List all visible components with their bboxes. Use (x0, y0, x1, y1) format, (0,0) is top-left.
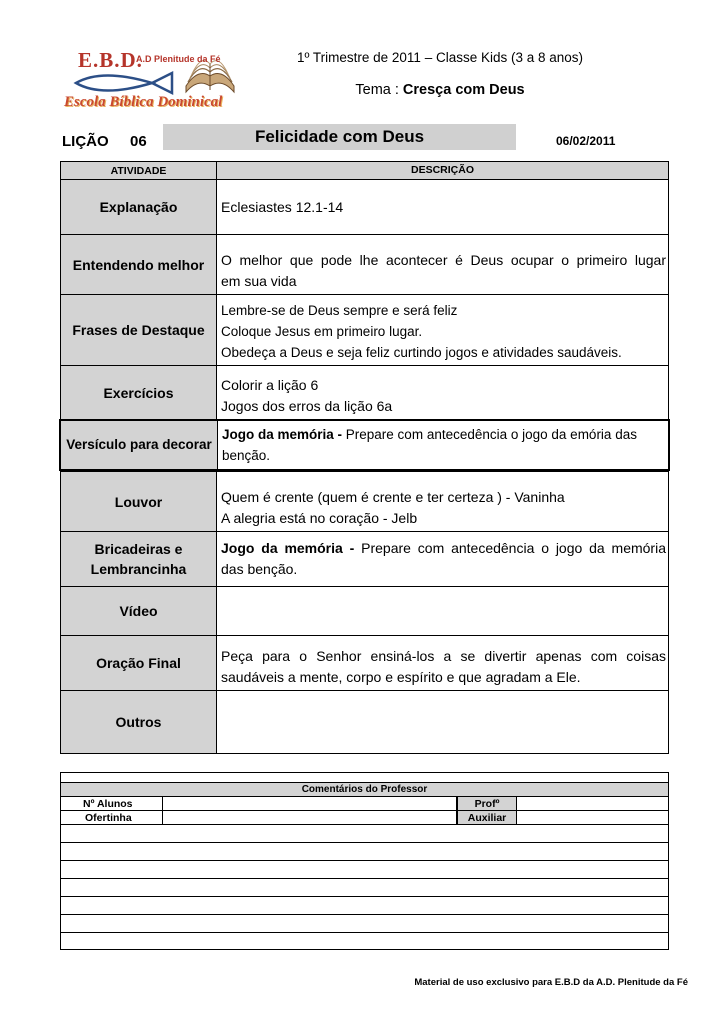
activity-label: Frases de Destaque (61, 295, 217, 365)
description-line: em sua vida (221, 273, 297, 289)
lesson-number: 06 (130, 133, 147, 150)
description-line: Colorir a lição 6 (221, 377, 319, 393)
activity-description (217, 691, 668, 753)
description-line: Coloque Jesus em primeiro lugar. (221, 324, 423, 339)
activity-label: Explanação (61, 180, 217, 234)
footer-note: Material de uso exclusivo para E.B.D da A.D. Plenitude da Fé (414, 977, 688, 988)
activity-description (218, 421, 668, 469)
comment-line[interactable] (60, 932, 669, 950)
activity-description (217, 180, 668, 234)
theme-heading (240, 82, 640, 98)
theme-prefix: Tema : (355, 82, 403, 98)
activity-label: Outros (61, 691, 217, 753)
description-bold: Jogo da memória - (222, 427, 343, 442)
description-line: Quem é crente (quem é crente e ter certeza ) - Vaninha (221, 489, 565, 505)
description-line: Jogos dos erros da lição 6a (221, 398, 393, 414)
offering-row (60, 810, 669, 824)
activity-description (217, 532, 668, 586)
description-line (221, 538, 666, 559)
activity-label-line: Bricadeiras e (94, 541, 183, 557)
activity-description (217, 366, 668, 419)
activity-label: Louvor (61, 472, 217, 531)
fish-icon (72, 70, 182, 96)
description-line: O melhor que pode lhe acontecer é Deus ocupar o primeiro lugar (221, 252, 666, 268)
theme-title: Cresça com Deus (402, 82, 525, 98)
activity-description (217, 295, 668, 365)
activity-label: Entendendo melhor (61, 235, 217, 294)
table-row (60, 294, 669, 365)
ebd-logo (64, 44, 240, 118)
table-header-row (60, 161, 669, 179)
activity-label: Exercícios (61, 366, 217, 419)
offering-label: Ofertinha (61, 811, 163, 824)
comment-line[interactable] (60, 824, 669, 842)
lesson-date: 06/02/2011 (556, 134, 616, 148)
comment-line[interactable] (60, 860, 669, 878)
table-row (60, 471, 669, 531)
table-row (60, 690, 669, 754)
teacher-label: Profº (457, 797, 517, 810)
description-text: Prepare com antecedência o jogo da emória das (342, 427, 637, 442)
activity-label (61, 532, 217, 586)
description-line: das benção. (221, 561, 298, 577)
description-line: Lembre-se de Deus sempre e será feliz (221, 303, 458, 318)
activity-label: Vídeo (61, 587, 217, 635)
activity-label-line: Lembrancinha (90, 561, 187, 577)
comment-line[interactable] (60, 842, 669, 860)
students-field[interactable] (163, 797, 457, 810)
activity-description (217, 587, 668, 635)
table-row (60, 586, 669, 635)
activity-description (217, 235, 668, 294)
description-line: benção. (222, 448, 271, 463)
spacer-row (60, 772, 669, 782)
table-row (60, 531, 669, 586)
table-row (59, 419, 670, 471)
activity-label: Oração Final (61, 636, 217, 690)
students-row (60, 796, 669, 810)
comments-title: Comentários do Professor (60, 782, 669, 796)
table-row (60, 635, 669, 690)
description-line: Obedeça a Deus e seja feliz curtindo jogos e atividades saudáveis. (221, 345, 622, 360)
lesson-label: LIÇÃO (62, 133, 109, 150)
lesson-plan-table (60, 161, 669, 754)
comment-line[interactable] (60, 878, 669, 896)
activity-label: Versículo para decorar (61, 421, 218, 469)
comment-line[interactable] (60, 914, 669, 932)
description-text: Prepare com antecedência o jogo da memória (354, 540, 666, 556)
description-line: saudáveis a mente, corpo e espírito e que agradam a Ele. (221, 669, 581, 685)
column-header-description: DESCRIÇÃO (217, 162, 668, 179)
table-row (60, 179, 669, 234)
trimester-heading: 1º Trimestre de 2011 – Classe Kids (3 a 8 anos) (296, 50, 584, 65)
table-row (60, 234, 669, 294)
offering-field[interactable] (163, 811, 457, 824)
column-header-activity: ATIVIDADE (61, 162, 217, 179)
activity-description (217, 636, 668, 690)
description-line: Eclesiastes 12.1-14 (221, 198, 344, 215)
description-line: A alegria está no coração - Jelb (221, 510, 418, 526)
comments-section (60, 772, 669, 950)
comment-line[interactable] (60, 896, 669, 914)
logo-church-text: A.D Plenitude da Fé (136, 54, 221, 64)
lesson-title: Felicidade com Deus (163, 124, 516, 150)
activity-description (217, 472, 668, 531)
description-line (222, 424, 666, 445)
description-bold: Jogo da memória - (221, 540, 355, 556)
logo-ebd-text: E.B.D. (78, 48, 143, 72)
description-line: Peça para o Senhor ensiná-los a se divertir apenas com coisas (221, 648, 666, 664)
students-label: Nº Alunos (61, 797, 163, 810)
table-row (60, 365, 669, 419)
logo-school-text: Escola Bíblica Dominical (64, 94, 223, 110)
assistant-label: Auxiliar (457, 811, 517, 824)
